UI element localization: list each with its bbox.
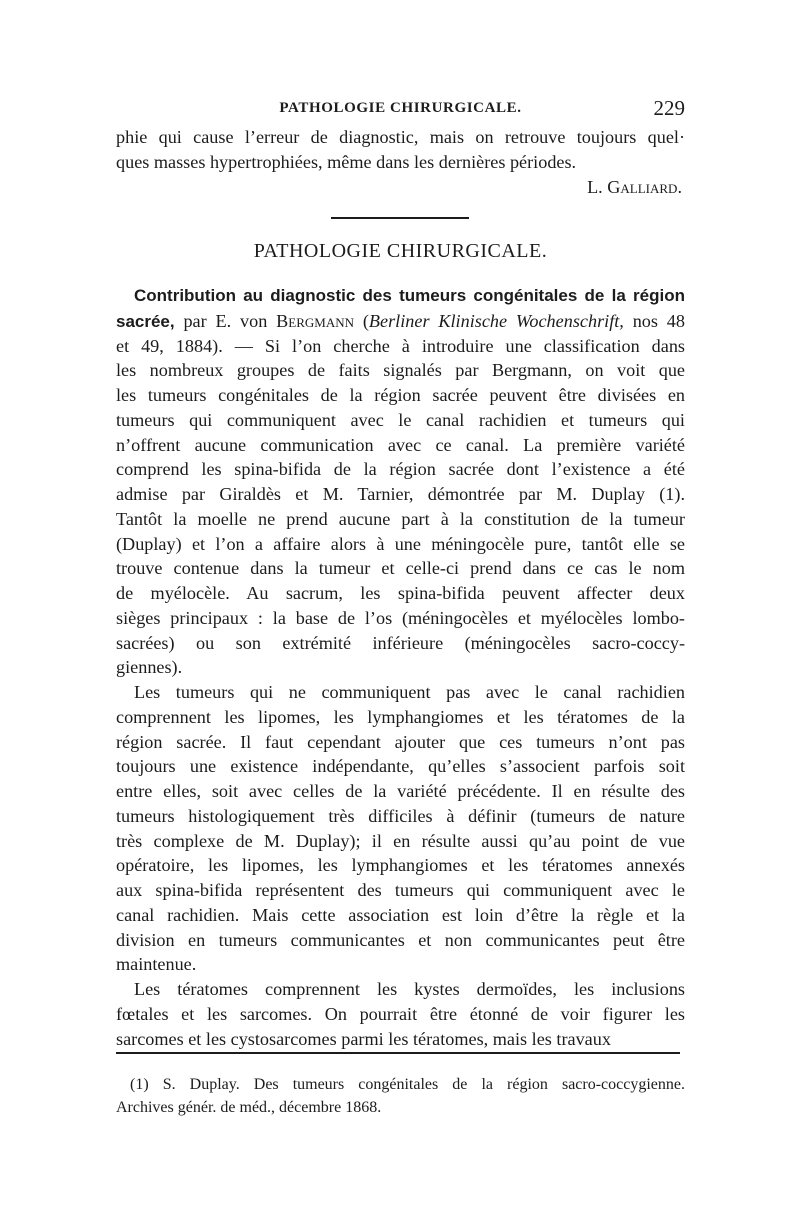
text-line: fœtales et les sarcomes. On pourrait être étonné de voir figurer les: [116, 1003, 685, 1024]
citation-text: nos 48: [623, 310, 685, 331]
text-line: de myélocèle. Au sacrum, les spina-bifida peuvent affecter deux: [116, 583, 685, 603]
text-line: n’offrent aucune communication avec ce canal. La première variété: [116, 434, 685, 455]
text-line: Les tumeurs qui ne communiquent pas avec le canal rachidien: [134, 682, 685, 702]
footnote-divider: [116, 1052, 680, 1054]
text-line: phie qui cause l’erreur de diagnostic, mais on retrouve toujours quel·: [116, 127, 685, 147]
article-citation-line: [116, 309, 685, 334]
footnote-line: (1) S. Duplay. Des tumeurs congénitales de la région sacro-coccygienne.: [130, 1076, 685, 1093]
footnote: [116, 1073, 685, 1119]
text-line: les tumeurs congénitales de la région sacrée peuvent être divisées en: [116, 385, 685, 405]
text-line: entre elles, soit avec celles de la variété précédente. Il en résulte des: [116, 781, 685, 801]
text-line: tumeurs histologiquement très difficiles à définir (tumeurs de nature: [116, 805, 685, 826]
text-line: (Duplay) et l’on a affaire alors à une méningocèle pure, tantôt elle se: [116, 533, 685, 554]
article-title: Contribution au diagnostic des tumeurs congénitales de la région: [134, 286, 685, 305]
text-line: les nombreux groupes de faits signalés par Bergmann, on voit que: [116, 360, 685, 381]
text-line: comprennent les lipomes, les lymphangiomes et les tératomes de la: [116, 706, 685, 727]
text-line: sarcomes et les cystosarcomes parmi les tératomes, mais les travaux: [116, 1028, 611, 1049]
text-line: admise par Giraldès et M. Tarnier, démontrée par M. Duplay (1).: [116, 484, 685, 504]
section-divider: [331, 217, 469, 219]
article-paragraphs: [116, 334, 685, 1052]
article-title-end: sacrée,: [116, 311, 175, 331]
text-line: canal rachidien. Mais cette association est loin d’être la règle et la: [116, 904, 685, 925]
previous-article-end: [116, 125, 685, 199]
footnote-line: Archives génér. de méd., décembre 1868.: [116, 1099, 382, 1116]
text-line: tumeurs qui communiquent avec le canal rachidien et tumeurs qui: [116, 409, 685, 430]
author-signature: L. Galliard.: [587, 176, 682, 197]
section-heading: PATHOLOGIE CHIRURGICALE.: [253, 240, 548, 262]
text-line: sacrées) ou son extrémité inférieure (méningocèles sacro-coccy-: [116, 632, 685, 653]
page-number: 229: [653, 96, 685, 120]
text-line: Les tératomes comprennent les kystes dermoïdes, les inclusions: [134, 979, 685, 999]
text-line: sièges principaux : la base de l’os (méningocèles et myélocèles lombo-: [116, 607, 685, 628]
text-line: ques masses hypertrophiées, même dans les dernières périodes.: [116, 151, 577, 172]
citation-text: par E. von: [174, 310, 277, 331]
text-line: très complexe de M. Duplay); il en résulte aussi qu’au point de vue: [116, 830, 685, 851]
citation-text: (: [354, 310, 369, 331]
running-title: PATHOLOGIE CHIRURGICALE.: [279, 100, 522, 116]
article-body: [116, 284, 685, 1051]
text-line: Tantôt la moelle ne prend aucune part à la constitution de la tumeur: [116, 508, 685, 529]
journal-title: Berliner Klinische Wochenschrift,: [368, 310, 624, 331]
text-line: opératoire, les lipomes, les lymphangiomes et les tératomes annexés: [116, 855, 685, 876]
text-line: maintenue.: [116, 954, 197, 975]
author-name: Bergmann: [276, 310, 355, 331]
text-line: région sacrée. Il faut cependant ajouter que ces tumeurs n’ont pas: [116, 731, 685, 752]
text-line: et 49, 1884). — Si l’on cherche à introduire une classification dans: [116, 335, 685, 356]
text-line: aux spina-bifida représentent des tumeurs qui communiquent avec le: [116, 880, 685, 900]
text-line: giennes).: [116, 657, 183, 678]
text-line: toujours une existence indépendante, qu’elles s’associent parfois soit: [116, 756, 685, 777]
text-line: trouve contenue dans la tumeur et celle-ci prend dans ce cas le nom: [116, 558, 685, 579]
running-head: [116, 96, 685, 122]
text-line: division en tumeurs communicantes et non communicantes peut être: [116, 929, 685, 950]
text-line: comprend les spina-bifida de la région sacrée dont l’existence a été: [116, 459, 685, 480]
